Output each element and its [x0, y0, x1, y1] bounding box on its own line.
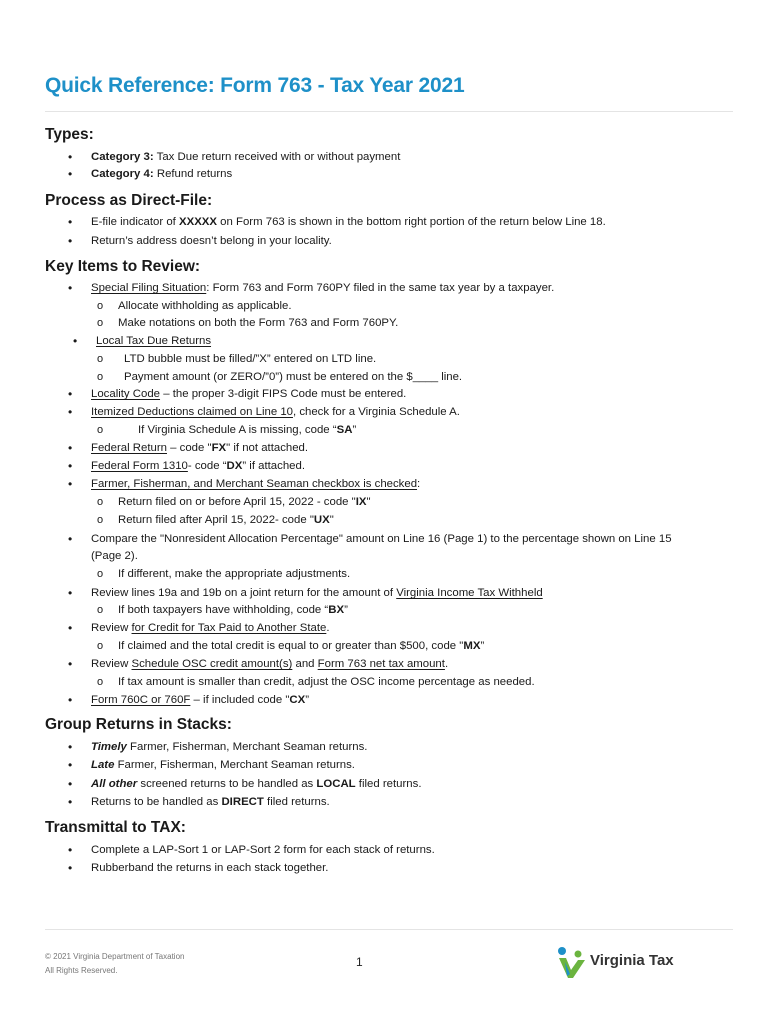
- list-item: • Review for Credit for Tax Paid to Another State.: [91, 621, 330, 635]
- sub-list-item: o Return filed on or before April 15, 2022 - code "IX": [118, 495, 371, 509]
- section-heading-transmittal: Transmittal to TAX:: [45, 819, 186, 836]
- page-title: Quick Reference: Form 763 - Tax Year 2021: [45, 74, 465, 97]
- sub-list-item: o Allocate withholding as applicable.: [118, 299, 292, 313]
- list-item: • All other screened returns to be handled as LOCAL filed returns.: [91, 777, 421, 791]
- list-item: • Timely Farmer, Fisherman, Merchant Seaman returns.: [91, 740, 367, 754]
- list-item: • Farmer, Fisherman, and Merchant Seaman checkbox is checked:: [91, 477, 420, 491]
- list-item: • Returns to be handled as DIRECT filed returns.: [91, 795, 330, 809]
- list-item: • Late Farmer, Fisherman, Merchant Seaman returns.: [91, 758, 355, 772]
- footer-rights: All Rights Reserved.: [45, 966, 118, 975]
- list-item: • E-file indicator of XXXXX on Form 763 is shown in the bottom right portion of the return below Line 18.: [91, 215, 606, 229]
- list-item: • Federal Return – code "FX" if not attached.: [91, 441, 308, 455]
- sub-list-item: o If claimed and the total credit is equal to or greater than $500, code "MX”: [118, 639, 484, 653]
- list-item: • Special Filing Situation: Form 763 and Form 760PY filed in the same tax year by a taxpayer.: [91, 281, 554, 295]
- list-item: • Itemized Deductions claimed on Line 10, check for a Virginia Schedule A.: [91, 405, 460, 419]
- sub-list-item: o If different, make the appropriate adjustments.: [118, 567, 350, 581]
- page-number: 1: [356, 955, 363, 969]
- list-item: • Review lines 19a and 19b on a joint return for the amount of Virginia Income Tax Withheld: [91, 586, 543, 600]
- list-item: • Category 4: Refund returns: [91, 167, 232, 181]
- list-item: • Local Tax Due Returns: [96, 334, 211, 348]
- list-item: • Locality Code – the proper 3-digit FIPS Code must be entered.: [91, 387, 406, 401]
- list-item: • Form 760C or 760F – if included code "CX”: [91, 693, 309, 707]
- sub-list-item: o If Virginia Schedule A is missing, code “SA”: [138, 423, 356, 437]
- list-item: • Rubberband the returns in each stack together.: [91, 861, 328, 875]
- footer-copyright: © 2021 Virginia Department of Taxation: [45, 952, 185, 961]
- section-heading-direct-file: Process as Direct-File:: [45, 192, 213, 209]
- section-heading-key-items: Key Items to Review:: [45, 258, 201, 275]
- list-item-continuation: (Page 2).: [91, 550, 138, 562]
- virginia-tax-logo: [556, 946, 686, 978]
- list-item: • Review Schedule OSC credit amount(s) and Form 763 net tax amount.: [91, 657, 448, 671]
- sub-list-item: o If tax amount is smaller than credit, adjust the OSC income percentage as needed.: [118, 675, 535, 689]
- sub-list-item: o Make notations on both the Form 763 and Form 760PY.: [118, 316, 398, 330]
- virginia-tax-logo-icon: [556, 946, 590, 980]
- logo-text: Virginia Tax: [590, 952, 674, 969]
- list-item: • Return’s address doesn’t belong in your locality.: [91, 234, 332, 248]
- section-heading-group-returns: Group Returns in Stacks:: [45, 716, 232, 733]
- list-item: • Federal Form 1310- code “DX” if attached.: [91, 459, 305, 473]
- title-divider: [45, 111, 733, 112]
- list-item: • Category 3: Tax Due return received with or without payment: [91, 150, 400, 164]
- list-item: • Compare the "Nonresident Allocation Percentage" amount on Line 16 (Page 1) to the percentage shown on Line 15: [91, 532, 672, 546]
- sub-list-item: o Payment amount (or ZERO/”0”) must be entered on the $____ line.: [124, 370, 462, 384]
- footer-divider: [45, 929, 733, 930]
- sub-list-item: o Return filed after April 15, 2022- code "UX": [118, 513, 334, 527]
- sub-list-item: o LTD bubble must be filled/”X” entered on LTD line.: [124, 352, 376, 366]
- list-item: • Complete a LAP-Sort 1 or LAP-Sort 2 form for each stack of returns.: [91, 843, 435, 857]
- section-heading-types: Types:: [45, 126, 94, 143]
- sub-list-item: o If both taxpayers have withholding, code “BX”: [118, 603, 348, 617]
